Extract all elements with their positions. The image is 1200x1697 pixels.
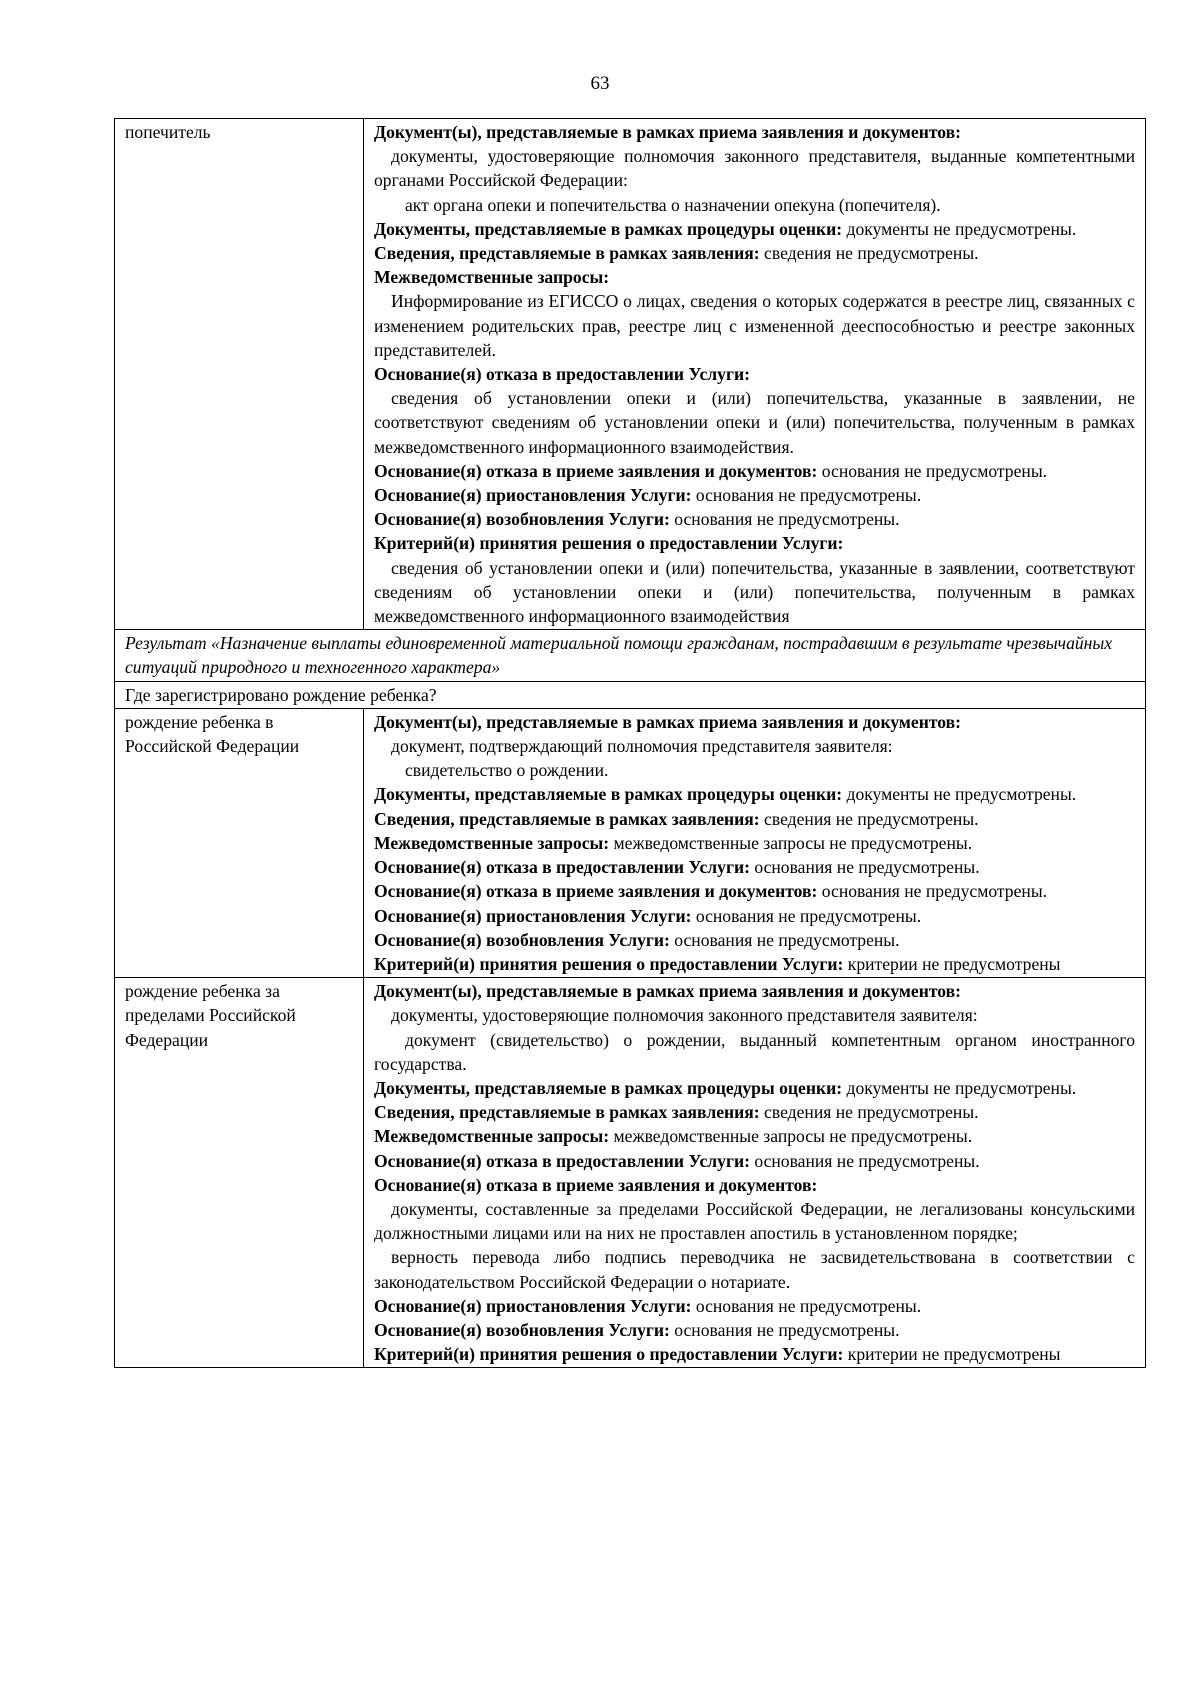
services-table bbox=[114, 118, 1146, 1368]
row-content bbox=[364, 708, 1146, 977]
eval-text: документы не предусмотрены. bbox=[842, 784, 1077, 805]
eval-label: Документы, представляемые в рамках процедуры оценки: bbox=[374, 784, 843, 805]
reject-text: верность перевода либо подпись переводчика не засвидетельствована в соответствии с законодательством Российской Федерации о нотариате. bbox=[374, 1247, 1135, 1292]
table-row-birth-rf bbox=[115, 708, 1146, 977]
eval-text: документы не предусмотрены. bbox=[842, 1077, 1077, 1098]
resume-label: Основание(я) возобновления Услуги: bbox=[374, 929, 670, 950]
criteria-paragraph bbox=[374, 1342, 1135, 1366]
inter-label: Межведомственные запросы: bbox=[374, 832, 610, 853]
info-text: сведения не предусмотрены. bbox=[759, 243, 979, 264]
docs-line: свидетельство о рождении. bbox=[405, 760, 609, 781]
refuse-paragraph bbox=[374, 1149, 1135, 1173]
suspend-text: основания не предусмотрены. bbox=[691, 1295, 922, 1316]
row-label: попечитель bbox=[115, 119, 364, 630]
suspend-label: Основание(я) приостановления Услуги: bbox=[374, 485, 692, 506]
reject-label: Основание(я) отказа в приеме заявления и документов: bbox=[374, 1174, 818, 1195]
refuse-text: сведения об установлении опеки и (или) попечительства, указанные в заявлении, не соответствуют сведениям об установлении опеки и (или) попечительства, полученным в рамках межведомственного информационного взаимодействия. bbox=[374, 388, 1135, 457]
criteria-paragraph bbox=[374, 952, 1135, 976]
suspend-paragraph bbox=[374, 483, 1135, 507]
refuse-label: Основание(я) отказа в предоставлении Услуги: bbox=[374, 857, 750, 878]
table-row-result bbox=[115, 630, 1146, 681]
eval-paragraph bbox=[374, 217, 1135, 241]
reject-paragraph bbox=[374, 879, 1135, 903]
resume-paragraph bbox=[374, 928, 1135, 952]
reject-label: Основание(я) отказа в приеме заявления и документов: bbox=[374, 881, 818, 902]
docs-reception-heading: Документ(ы), представляемые в рамках приема заявления и документов: bbox=[374, 122, 961, 142]
docs-line: документы, удостоверяющие полномочия законного представителя заявителя: bbox=[391, 1005, 978, 1026]
docs-reception-heading: Документ(ы), представляемые в рамках приема заявления и документов: bbox=[374, 711, 961, 732]
row-content bbox=[364, 119, 1146, 630]
info-paragraph bbox=[374, 807, 1135, 831]
criteria-text: критерии не предусмотрены bbox=[843, 953, 1061, 974]
refuse-text: основания не предусмотрены. bbox=[749, 857, 980, 878]
info-label: Сведения, представляемые в рамках заявления: bbox=[374, 243, 760, 264]
info-paragraph bbox=[374, 241, 1135, 265]
reject-text: основания не предусмотрены. bbox=[817, 460, 1048, 481]
reject-text: документы, составленные за пределами Российской Федерации, не легализованы консульскими должностными лицами или на них не проставлен апостиль в установленном порядке; bbox=[374, 1198, 1135, 1244]
criteria-label: Критерий(и) принятия решения о предоставлении Услуги: bbox=[374, 1344, 844, 1365]
resume-text: основания не предусмотрены. bbox=[669, 509, 900, 530]
inter-label: Межведомственные запросы: bbox=[374, 1126, 610, 1147]
inter-text: межведомственные запросы не предусмотрены. bbox=[609, 832, 973, 853]
resume-label: Основание(я) возобновления Услуги: bbox=[374, 509, 670, 530]
suspend-label: Основание(я) приостановления Услуги: bbox=[374, 1295, 692, 1316]
docs-line: документы, удостоверяющие полномочия законного представителя, выданные компетентными органами Российской Федерации: bbox=[374, 146, 1135, 191]
docs-line: акт органа опеки и попечительства о назначении опекуна (попечителя). bbox=[405, 194, 941, 215]
table-row-birth-abroad bbox=[115, 978, 1146, 1368]
resume-paragraph bbox=[374, 507, 1135, 531]
table-row-guardian bbox=[115, 119, 1146, 630]
eval-paragraph bbox=[374, 782, 1135, 806]
eval-label: Документы, представляемые в рамках процедуры оценки: bbox=[374, 1077, 843, 1098]
resume-label: Основание(я) возобновления Услуги: bbox=[374, 1319, 670, 1340]
inter-text: межведомственные запросы не предусмотрены. bbox=[609, 1126, 973, 1147]
row-label: рождение ребенка за пределами Российской Федерации bbox=[115, 978, 364, 1368]
info-paragraph bbox=[374, 1100, 1135, 1124]
eval-text: документы не предусмотрены. bbox=[842, 218, 1077, 239]
info-text: сведения не предусмотрены. bbox=[759, 808, 979, 829]
refuse-label: Основание(я) отказа в предоставлении Услуги: bbox=[374, 364, 750, 385]
row-label: рождение ребенка в Российской Федерации bbox=[115, 708, 364, 977]
criteria-text: сведения об установлении опеки и (или) попечительства, указанные в заявлении, соответствуют сведениям об установлении опеки и (или) попечительства, полученным в рамках межведомственного информационного взаимодействия bbox=[374, 557, 1135, 627]
docs-line: документ (свидетельство) о рождении, выданный компетентным органом иностранного государства. bbox=[374, 1029, 1135, 1074]
suspend-text: основания не предусмотрены. bbox=[691, 485, 922, 506]
docs-line: документ, подтверждающий полномочия представителя заявителя: bbox=[391, 736, 893, 757]
inter-paragraph bbox=[374, 831, 1135, 855]
docs-reception-heading: Документ(ы), представляемые в рамках приема заявления и документов: bbox=[374, 981, 961, 1002]
criteria-text: критерии не предусмотрены bbox=[843, 1344, 1061, 1365]
inter-label: Межведомственные запросы: bbox=[374, 267, 610, 288]
resume-text: основания не предусмотрены. bbox=[669, 1319, 900, 1340]
refuse-text: основания не предусмотрены. bbox=[749, 1150, 980, 1171]
suspend-paragraph bbox=[374, 904, 1135, 928]
result-heading: Результат «Назначение выплаты единовременной материальной помощи гражданам, пострадавшим в результате чрезвычайных ситуаций природного и техногенного характера» bbox=[115, 630, 1146, 681]
info-label: Сведения, представляемые в рамках заявления: bbox=[374, 808, 760, 829]
info-text: сведения не предусмотрены. bbox=[759, 1102, 979, 1123]
reject-paragraph bbox=[374, 459, 1135, 483]
eval-paragraph bbox=[374, 1076, 1135, 1100]
inter-paragraph bbox=[374, 1124, 1135, 1148]
reject-label: Основание(я) отказа в приеме заявления и документов: bbox=[374, 460, 818, 481]
info-label: Сведения, представляемые в рамках заявления: bbox=[374, 1102, 760, 1123]
resume-text: основания не предусмотрены. bbox=[669, 929, 900, 950]
suspend-label: Основание(я) приостановления Услуги: bbox=[374, 905, 692, 926]
table-row-question bbox=[115, 681, 1146, 708]
eval-label: Документы, представляемые в рамках процедуры оценки: bbox=[374, 218, 843, 239]
refuse-paragraph bbox=[374, 855, 1135, 879]
page-number: 63 bbox=[590, 73, 610, 94]
inter-text: Информирование из ЕГИССО о лицах, сведения о которых содержатся в реестре лиц, связанных с изменением родительских прав, реестре лиц с измененной дееспособностью и реестре законных представителей. bbox=[374, 291, 1135, 360]
criteria-label: Критерий(и) принятия решения о предоставлении Услуги: bbox=[374, 953, 844, 974]
question-heading: Где зарегистрировано рождение ребенка? bbox=[115, 681, 1146, 708]
suspend-paragraph bbox=[374, 1294, 1135, 1318]
suspend-text: основания не предусмотрены. bbox=[691, 905, 922, 926]
refuse-label: Основание(я) отказа в предоставлении Услуги: bbox=[374, 1150, 750, 1171]
reject-text: основания не предусмотрены. bbox=[817, 881, 1048, 902]
criteria-label: Критерий(и) принятия решения о предоставлении Услуги: bbox=[374, 533, 844, 554]
resume-paragraph bbox=[374, 1318, 1135, 1342]
row-content bbox=[364, 978, 1146, 1368]
